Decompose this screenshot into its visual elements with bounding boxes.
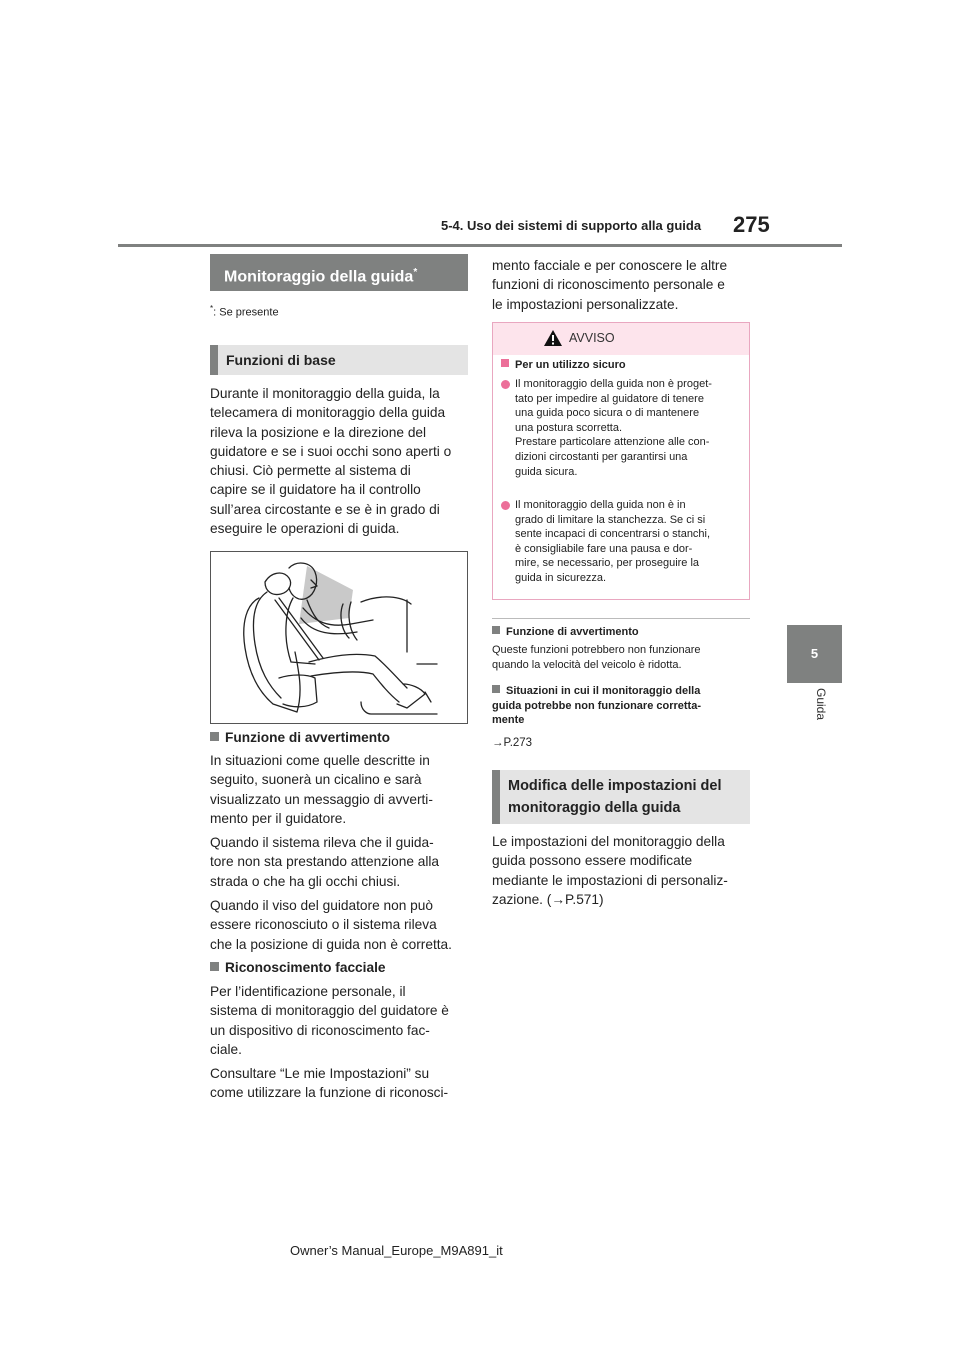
warning-triangle-icon [543,329,563,347]
square-bullet-icon [210,732,219,741]
line: tore non sta prestando attenzione alla [210,854,440,870]
line: Il monitoraggio della guida non è in [515,499,686,511]
subsection-heading-face-recognition [210,960,386,975]
page-reference-273[interactable]: →P.273 [492,737,533,749]
header-rule [118,244,842,247]
line: guida potrebbe non funzionare corretta- [492,699,702,712]
line: mediante le impostazioni di personaliz- [492,872,728,888]
paragraph-face-recognition [210,982,472,1059]
paragraph-warning-case-1 [210,833,472,891]
line: che la posizione di guida non è corretta. [210,936,452,952]
note-heading-warning-function [492,625,754,640]
line: mento facciale e per conoscere le altre [492,258,728,273]
chapter-label: Guida [814,688,828,721]
line: mire, se necessario, per proseguire la [515,557,700,570]
square-bullet-icon [492,626,500,634]
warning-title: AVVISO [569,331,615,345]
subsection-heading-warning-function [210,730,390,745]
line: mento per il guidatore. [210,810,347,826]
heading-text: Funzione di avvertimento [225,730,391,745]
line: una postura scorretta. [515,421,623,434]
line: capire se il guidatore ha il controllo [210,482,421,498]
line: Consultare “Le mie Impostazioni” su [210,1066,430,1081]
running-title: 5-4. Uso dei sistemi di supporto alla guida [441,218,702,233]
heading-text: Per un utilizzo sicuro [515,359,626,371]
line: le impostazioni personalizzate. [492,296,679,312]
line: eseguire le operazioni di guida. [210,521,400,537]
line: Quando il viso del guidatore non può [210,898,433,913]
line: rileva la posizione e la direzione del [210,424,427,440]
line: Queste funzioni potrebbero non funzionare [492,644,701,656]
line: grado di limitare la stanchezza. Se ci si [515,513,706,526]
main-heading-text: Monitoraggio della guida [224,268,414,286]
page-number: 275 [733,212,770,237]
line: In situazioni come quelle descritte in [210,753,430,768]
line: telecamera di monitoraggio della guida [210,405,446,421]
square-bullet-icon [501,359,509,367]
line: guida possono essere modificate [492,853,693,869]
line: visualizzato un messaggio di avverti- [210,791,433,807]
heading-text: Riconoscimento facciale [225,960,386,975]
note-heading-situations [492,684,754,728]
square-bullet-icon [210,962,219,971]
line: Durante il monitoraggio della guida, la [210,386,440,401]
line: ciale. [210,1041,242,1057]
note-body-warning-function [492,643,754,672]
footnote [210,304,279,319]
main-heading [210,254,468,291]
paragraph-warning-case-2 [210,896,472,954]
line: strada o che ha gli occhi chiusi. [210,873,401,889]
line: sistema di monitoraggio del guidatore è [210,1003,449,1019]
line: Modifica delle impostazioni del [508,778,722,794]
paragraph-intro [210,384,472,538]
warning-item-2 [501,498,741,593]
line: funzioni di riconoscimento personale e [492,277,725,293]
line: sente incapaci di concentrarsi o stanchi, [515,528,711,541]
section-heading-basic-functions: Funzioni di base [210,345,468,375]
heading-text: Funzione di avvertimento [506,626,639,638]
line: Il monitoraggio della guida non è proget- [515,378,712,390]
line: mente [492,714,525,726]
chapter-tab: 5 [787,625,842,683]
paragraph-my-settings [210,1064,472,1103]
driver-seat-icon [211,552,467,723]
warning-header [493,323,749,355]
warning-subheading [501,359,626,371]
line: seguito, suonerà un cicalino e sarà [210,772,422,788]
line: guida sicura. [515,465,578,478]
line: tato per impedire al guidatore di tenere [515,392,704,405]
line: guida in sicurezza. [515,571,607,584]
warning-item-text [515,498,743,586]
line: una guida poco sicura o di mantenere [515,407,700,420]
line: essere riconosciuto o il sistema rileva [210,917,437,933]
section-heading-modify-settings [492,770,750,824]
line: zazione. (→P.571) [492,891,604,907]
line: dizioni circostanti per garantirsi una [515,450,688,463]
line: come utilizzare la funzione di riconosci- [210,1085,449,1101]
line: Situazioni in cui il monitoraggio della [506,685,701,697]
line: Per l’identificazione personale, il [210,984,406,999]
bullet-dot-icon [501,501,510,510]
warning-item-text [515,377,743,479]
line: sull’area circostante e se è in grado di [210,501,440,517]
paragraph-continued [492,256,754,314]
bullet-dot-icon [501,380,510,389]
notes-divider [492,618,750,619]
line: Le impostazioni del monitoraggio della [492,834,725,849]
footnote-mark: * [413,267,418,278]
line: monitoraggio della guida [508,800,681,816]
line: un dispositivo di riconoscimento fac- [210,1022,430,1038]
warning-box [492,322,750,600]
line: chiusi. Ciò permette al sistema di [210,463,411,479]
square-bullet-icon [492,685,500,693]
line: Prestare particolare attenzione alle con- [515,436,710,449]
driver-monitor-illustration [210,551,468,724]
footnote-text: : Se presente [213,306,279,319]
footer-manual-id: Owner’s Manual_Europe_M9A891_it [290,1243,503,1258]
footnote-mark-small: * [210,304,214,313]
line: è consigliabile fare una pausa e dor- [515,542,693,555]
line: guidatore e se i suoi occhi sono aperti o [210,443,452,459]
paragraph-warning-intro [210,751,472,828]
line: quando la velocità del veicolo è ridotta. [492,658,682,671]
paragraph-modify-settings [492,832,754,909]
warning-item-1 [501,377,741,487]
line: Quando il sistema rileva che il guida- [210,835,434,850]
